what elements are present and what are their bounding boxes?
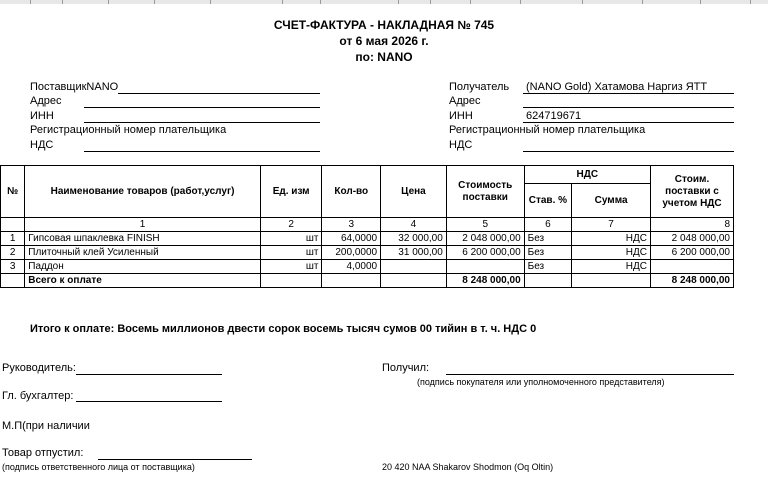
received-label: Получил:: [382, 362, 430, 374]
total-empty: [524, 274, 572, 288]
header-num: №: [1, 166, 25, 218]
recipient-inn-label: ИНН: [449, 110, 473, 122]
recipient-nds-label: НДС: [449, 139, 473, 151]
total-empty: [381, 274, 447, 288]
manager-sign-line: [76, 374, 222, 375]
header-vat-group: НДС: [524, 166, 650, 184]
recipient-label: Получатель: [449, 81, 510, 93]
recipient-inn-line: [523, 122, 734, 123]
row-vat-rate: Без: [524, 260, 572, 274]
row-name: Гипсовая шпаклевка FINISH: [25, 232, 261, 246]
col-number-empty: [1, 218, 25, 232]
total-row: [1, 274, 734, 288]
row-qty: 64,0000: [322, 232, 381, 246]
supplier-inn-line: [84, 122, 320, 123]
released-note: (подпись ответственного лица от поставщика): [2, 462, 195, 472]
header-vat-sum: Сумма: [572, 184, 651, 218]
row-cost: 6 200 000,00: [446, 246, 524, 260]
row-cost: [446, 260, 524, 274]
row-qty: 200,0000: [322, 246, 381, 260]
recipient-name: (NANO Gold) Хатамова Наргиз ЯТТ: [526, 81, 708, 93]
total-empty: [1, 274, 25, 288]
row-name: Паддон: [25, 260, 261, 274]
table-row: [1, 232, 734, 246]
document-title: СЧЕТ-ФАКТУРА - НАКЛАДНАЯ № 745: [273, 18, 495, 32]
header-vat-rate: Став. %: [524, 184, 572, 218]
col-number: 5: [446, 218, 524, 232]
supplier-name: NANO: [86, 81, 119, 93]
table-header-row: [1, 166, 734, 184]
total-empty: [260, 274, 322, 288]
row-unit: шт: [260, 260, 322, 274]
header-total: Стоим. поставки с учетом НДС: [651, 166, 734, 218]
row-total: 6 200 000,00: [651, 246, 734, 260]
row-price: [381, 260, 447, 274]
total-empty: [572, 274, 651, 288]
row-name: Плиточный клей Усиленный: [25, 246, 261, 260]
col-number: 7: [572, 218, 651, 232]
supplier-address-label: Адрес: [30, 95, 62, 107]
supplier-nds-label: НДС: [30, 139, 54, 151]
accountant-sign-line: [76, 401, 222, 402]
row-vat-rate: Без: [524, 246, 572, 260]
col-number: 1: [25, 218, 261, 232]
supplier-inn-label: ИНН: [30, 110, 54, 122]
row-num: 1: [1, 232, 25, 246]
recipient-name-line: [523, 93, 734, 94]
accountant-label: Гл. бухгалтер:: [2, 390, 74, 402]
document-contract: по: NANO: [355, 50, 413, 64]
row-price: 32 000,00: [381, 232, 447, 246]
recipient-nds-line: [523, 151, 734, 152]
header-qty: Кол-во: [322, 166, 381, 218]
row-vat-sum: НДС: [572, 246, 651, 260]
supplier-reg-label: Регистрационный номер плательщика: [30, 124, 227, 136]
table-row: [1, 246, 734, 260]
col-number: 8: [651, 218, 734, 232]
recipient-address-line: [523, 107, 734, 108]
released-label: Товар отпустил:: [2, 447, 84, 459]
table-row: [1, 260, 734, 274]
total-label: Всего к оплате: [25, 274, 261, 288]
header-cost: Стоимость поставки: [446, 166, 524, 218]
top-strip: [0, 0, 768, 4]
row-total: [651, 260, 734, 274]
recipient-reg-label: Регистрационный номер плательщика: [449, 124, 646, 136]
received-note: (подпись покупателя или уполномоченного представителя): [417, 377, 665, 387]
total-empty: [322, 274, 381, 288]
row-total: 2 048 000,00: [651, 232, 734, 246]
col-number: 3: [322, 218, 381, 232]
row-vat-sum: НДС: [572, 260, 651, 274]
row-unit: шт: [260, 232, 322, 246]
amount-in-words: Итого к оплате: Восемь миллионов двести сорок восемь тысяч сумов 00 тийин в т. ч. НДС 0: [30, 323, 537, 335]
supplier-label: ПоставщикNANO: [30, 81, 119, 93]
total-with-vat: 8 248 000,00: [651, 274, 734, 288]
row-cost: 2 048 000,00: [446, 232, 524, 246]
recipient-address-label: Адрес: [449, 95, 481, 107]
column-number-row: [1, 218, 734, 232]
col-number: 2: [260, 218, 322, 232]
manager-label: Руководитель:: [2, 362, 76, 374]
row-price: 31 000,00: [381, 246, 447, 260]
col-number: 6: [524, 218, 572, 232]
row-qty: 4,0000: [322, 260, 381, 274]
supplier-name-line: [118, 93, 320, 94]
invoice-table: [0, 165, 734, 288]
stamp-label: М.П(при наличии: [2, 420, 90, 432]
header-price: Цена: [381, 166, 447, 218]
row-num: 3: [1, 260, 25, 274]
supplier-address-line: [84, 107, 320, 108]
recipient-inn-value: 624719671: [526, 110, 582, 122]
footer-reference: 20 420 NAA Shakarov Shodmon (Oq Oltin): [382, 462, 554, 472]
row-vat-rate: Без: [524, 232, 572, 246]
supplier-nds-line: [84, 151, 320, 152]
header-unit: Ед. изм: [260, 166, 322, 218]
row-unit: шт: [260, 246, 322, 260]
received-sign-line: [446, 374, 734, 375]
released-sign-line: [98, 459, 252, 460]
document-date: от 6 мая 2026 г.: [339, 34, 429, 48]
header-name: Наименование товаров (работ,услуг): [25, 166, 261, 218]
total-cost: 8 248 000,00: [446, 274, 524, 288]
col-number: 4: [381, 218, 447, 232]
row-num: 2: [1, 246, 25, 260]
row-vat-sum: НДС: [572, 232, 651, 246]
